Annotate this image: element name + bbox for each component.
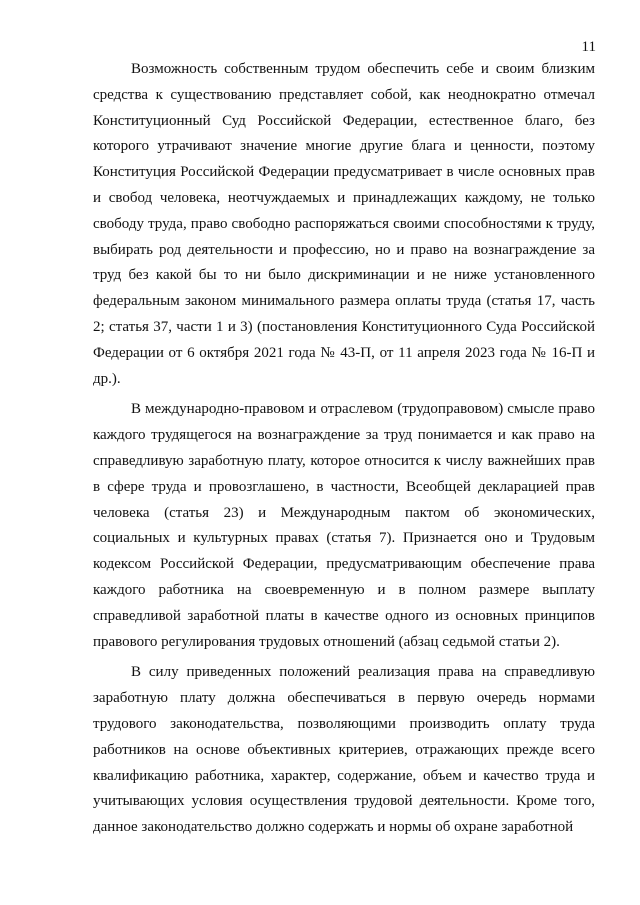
paragraph-1: Возможность собственным трудом обеспечить себе и своим близким средства к существованию представляет собой, как неоднократно отмечал Конституционный Суд Российской Федерации, естественное благо, без которого утрачивают значение многие другие блага и ценности, поэтому Конституция Российской Федерации предусматривает в числе основных прав и свобод человека, неотчуждаемых и принадлежащих каждому, не только свободу труда, право свободно распоряжаться своими способностями к труду, выбирать род деятельности и профессию, но и право на вознаграждение за труд без какой бы то ни было дискриминации и не ниже установленного федеральным законом минимального размера оплаты труда (статья 17, часть 2; статья 37, части 1 и 3) (постановления Конституционного Суда Российской Федерации от 6 октября 2021 года № 43-П, от 11 апреля 2023 года № 16-П и др.). xyxy=(93,61,595,387)
paragraph-3: В силу приведенных положений реализация права на справедливую заработную плату должна обеспечиваться в первую очередь нормами трудового законодательства, позволяющими производить оплату труда работников на основе объективных критериев, отражающих прежде всего квалификацию работника, характер, содержание, объем и качество труда и учитывающих условия осуществления трудовой деятельности. Кроме того, данное законодательство должно содержать и нормы об охране заработной xyxy=(93,664,595,836)
document-body xyxy=(93,57,595,841)
paragraph-2: В международно-правовом и отраслевом (трудоправовом) смысле право каждого трудящегося на вознаграждение за труд понимается и как право на справедливую заработную плату, которое относится к числу важнейших прав в сфере труда и провозглашено, в частности, Всеобщей декларацией прав человека (статья 23) и Международным пактом об экономических, социальных и культурных правах (статья 7). Признается оно и Трудовым кодексом Российской Федерации, предусматривающим обеспечение права каждого работника на своевременную и в полном размере выплату справедливой заработной платы в качестве одного из основных принципов правового регулирования трудовых отношений (абзац седьмой статьи 2). xyxy=(93,401,595,650)
page-number: 11 xyxy=(581,39,596,55)
